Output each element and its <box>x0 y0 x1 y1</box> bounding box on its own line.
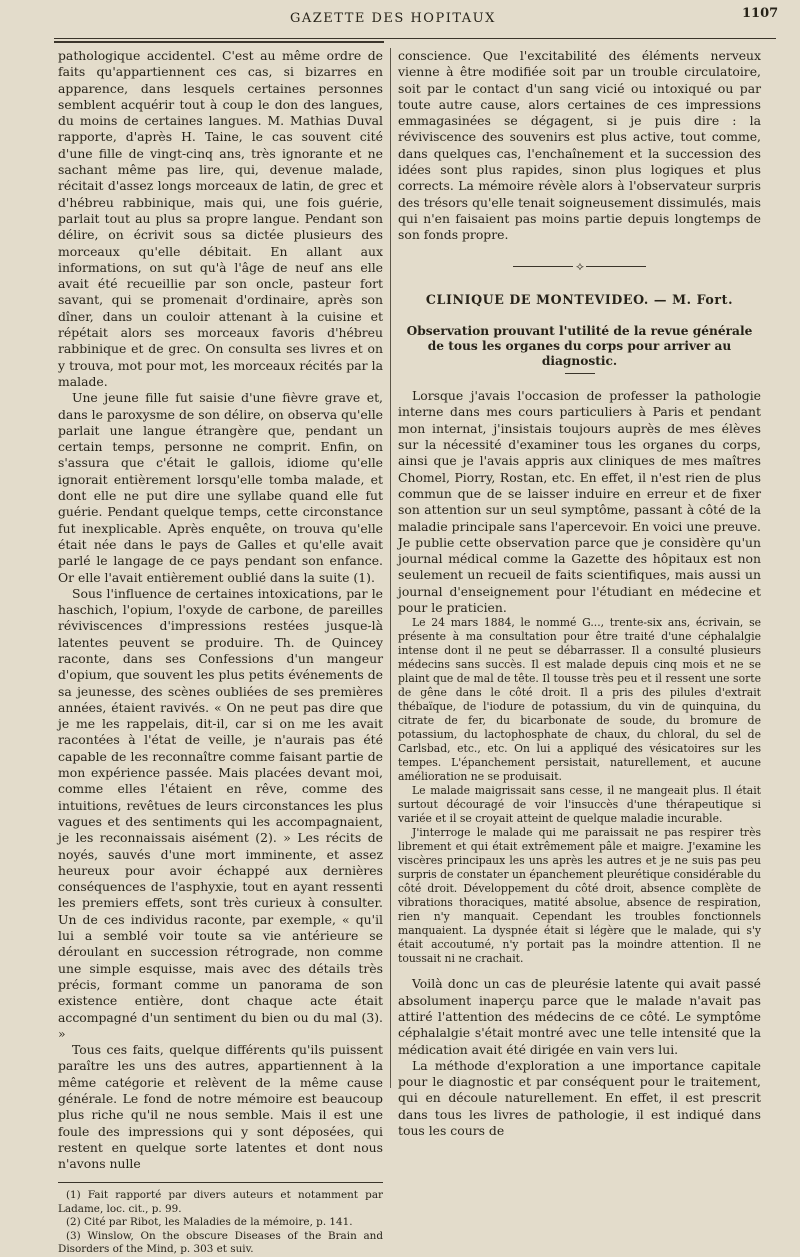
section-heading: CLINIQUE DE MONTEVIDEO. — M. Fort. <box>425 291 734 307</box>
right-column <box>398 48 761 1139</box>
case-paragraph: J'interroge le malade qui me paraissait ne pas respirer très librement et qui était extrêmement pâle et maigre. J'examine les viscères principaux les uns après les autres et je ne suis pas peu surpris de constater un épanchement pleurétique considérable du côté droit. Développement du côté droit, absence complète de vibrations thoraciques, matité absolue, absence de respiration, rien n'y manquait. Cependant les troubles fonctionnels manquaient. La dyspnée était si légère que le malade, qui s'y était accoutumé, n'y portait pas la moindre attention. Il ne toussait ni ne crachait. <box>398 826 761 966</box>
section-ornament: ⟡ <box>398 258 761 274</box>
footnote: (1) Fait rapporté par divers auteurs et notamment par Ladame, loc. cit., p. 99. <box>58 1189 383 1215</box>
left-column <box>58 48 383 1257</box>
case-paragraph: Le 24 mars 1884, le nommé G..., trente-six ans, écrivain, se présente à ma consultation pour être traité d'une céphalalgie intense dont il ne peut se débarrasser. Il a consulté plusieurs médecins sans succès. Il est malade depuis cinq mois et ne se plaint que de mal de tête. Il tousse très peu et il ressent une sorte de gêne dans le côté droit. Il a pris des pilules d'extrait thébaïque, de l'iodure de potassium, du vin de quinquina, du citrate de fer, du bicarbonate de soude, du bromure de potassium, du lactophosphate de chaux, du chloral, du sel de Carlsbad, etc., etc. On lui a appliqué des vésicatoires sur les tempes. L'épanchement persistait, naturellement, et aucune amélioration ne se produisait. <box>398 616 761 784</box>
paragraph: Une jeune fille fut saisie d'une fièvre grave et, dans le paroxysme de son délire, on observa qu'elle parlait une langue étrangère que, pendant un certain temps, personne ne comprit. Enfin, on s'assura que c'était le gallois, idiome qu'elle ignorait entièrement lorsqu'elle tomba malade, et dont elle ne put dire une syllabe quand elle fut guérie. Pendant quelque temps, cette circonstance fut inexplicable. Après enquête, on trouva qu'elle était née dans le pays de Galles et qu'elle avait parlé le langage de ce pays pendant son enfance. Or elle l'avait entièrement oublié dans la suite (1). <box>58 390 383 585</box>
running-head <box>0 6 800 30</box>
footnote: (3) Winslow, On the obscure Diseases of the Brain and Disorders of the Mind, p. 303 et suiv. <box>58 1229 383 1256</box>
paragraph: Tous ces faits, quelque différents qu'ils puissent paraître les uns des autres, appartiennent à la même catégorie et relèvent de la même cause générale. Le fond de notre mémoire est beaucoup plus riche qu'il ne nous semble. Mais il est une foule des impressions qui y sont déposées, qui restent en quelque sorte latentes et dont nous n'avons nulle <box>58 1042 383 1172</box>
paragraph: conscience. Que l'excitabilité des éléments nerveux vienne à être modifiée soit par un trouble circulatoire, soit par le contact d'un sang vicié ou intoxiqué ou par toute autre cause, alors certaines de ces impressions emmagasinées se dégagent, si je puis dire : la réviviscence des souvenirs est plus active, tout comme, dans quelques cas, l'enchaînement et la succession des idées sont plus rapides, sinon plus logiques et plus corrects. La mémoire révèle alors à l'observateur surpris des trésors qu'elle tenait soigneusement dissimulés, mais qui n'en faisaient pas moins partie depuis longtemps de son fonds propre. <box>398 48 761 243</box>
paragraph: La méthode d'exploration a une importance capitale pour le diagnostic et par conséquent pour le traitement, qui en découle naturellement. En effet, il est prescrit dans tous les livres de pathologie, il est indiqué dans tous les cours de <box>398 1057 761 1138</box>
page-number: 1107 <box>742 6 779 21</box>
paragraph: Sous l'influence de certaines intoxications, par le haschich, l'opium, l'oxyde de carbone, de pareilles réviviscences d'impressions restées jusque-là latentes peuvent se produire. Th. de Quincey raconte, dans ses Confessions d'un mangeur d'opium, que souvent les plus petits événements de sa jeunesse, des scènes oubliées de ses premières années, étaient ravivés. « On ne peut pas dire que je me les rappelais, dit-il, car si on me les avait racontées à l'état de veille, je n'aurais pas été capable de les reconnaître comme faisant partie de mon expérience passée. Mais placées devant moi, comme elles l'étaient en rêve, comme des intuitions, revêtues de leurs circonstances les plus vagues et des sentiments qui les accompagnaient, je les reconnaissais aisément (2). » Les récits de noyés, sauvés d'une mort imminente, et assez heureux pour avoir échappé aux dernières conséquences de l'asphyxie, tout en ayant ressenti les premiers effets, sont très curieux à consulter. Un de ces individus raconte, par exemple, « qu'il lui a semblé voir toute sa vie antérieure se déroulant en succession rétrograde, non comme une simple esquisse, mais avec des détails très précis, formant comme un panorama de son existence entière, dont chaque acte était accompagné d'un sentiment du bien ou du mal (3). » <box>58 585 383 1041</box>
footnote: (2) Cité par Ribot, les Maladies de la mémoire, p. 141. <box>66 1216 353 1229</box>
case-paragraph: Le malade maigrissait sans cesse, il ne mangeait plus. Il était surtout découragé de voir l'insuccès d'une thérapeutique si variée et il se croyait atteint de quelque maladie incurable. <box>398 784 761 826</box>
observation-heading: Observation prouvant l'utilité de la revue générale de tous les organes du corps pour arriver au diagnostic. <box>406 324 753 369</box>
journal-title: GAZETTE DES HOPITAUX <box>290 11 496 26</box>
header-rule <box>54 38 776 39</box>
short-rule <box>565 373 595 374</box>
header-rule-thick <box>54 41 384 43</box>
paragraph: pathologique accidentel. C'est au même ordre de faits qu'appartiennent ces cas, si bizarres en apparence, dans lesquels certaines personnes semblent acquérir tout à coup le don des langues, du moins de certaines langues. M. Mathias Duval rapporte, d'après H. Taine, le cas souvent cité d'une fille de vingt-cinq ans, très ignorante et ne sachant même pas lire, qui, devenue malade, récitait d'assez longs morceaux de latin, de grec et d'hébreu rabbinique, mais qui, une fois guérie, parlait tout au plus sa propre langue. Pendant son délire, on écrivit sous sa dictée plusieurs des morceaux qu'elle débitait. En allant aux informations, on sut qu'à l'âge de neuf ans elle avait été recueillie par son oncle, pasteur fort savant, qui se promenait d'ordinaire, après son dîner, dans un couloir attenant à la cuisine et répétait alors ses morceaux favoris d'hébreu rabbinique et de grec. On consulta ses livres et on y trouva, mot pour mot, les morceaux récités par la malade. <box>58 48 383 389</box>
footnotes <box>58 1182 383 1257</box>
paragraph: Lorsque j'avais l'occasion de professer la pathologie interne dans mes cours particuliers à Paris et pendant mon internat, j'insistais toujours auprès de mes élèves sur la nécessité d'examiner tous les organes du corps, ainsi que je l'avais appris aux cliniques de mes maîtres Chomel, Piorry, Rostan, etc. En effet, il n'est rien de plus commun que de se laisser induire en erreur et de fixer son attention sur un seul symptôme, passant à côté de la maladie principale sans l'apercevoir. En voici une preuve. Je publie cette observation parce que je considère qu'un journal médical comme la Gazette des hôpitaux est non seulement un recueil de faits scientifiques, mais aussi un journal d'enseignement pour l'étudiant en médecine et pour le praticien. <box>398 388 761 616</box>
column-divider <box>390 48 391 1088</box>
paragraph: Voilà donc un cas de pleurésie latente qui avait passé absolument inaperçu parce que le malade n'avait pas attiré l'attention des médecins de ce côté. Le symptôme céphalalgie s'était montré avec une telle intensité que la médication avait été dirigée en vain vers lui. <box>398 976 761 1057</box>
